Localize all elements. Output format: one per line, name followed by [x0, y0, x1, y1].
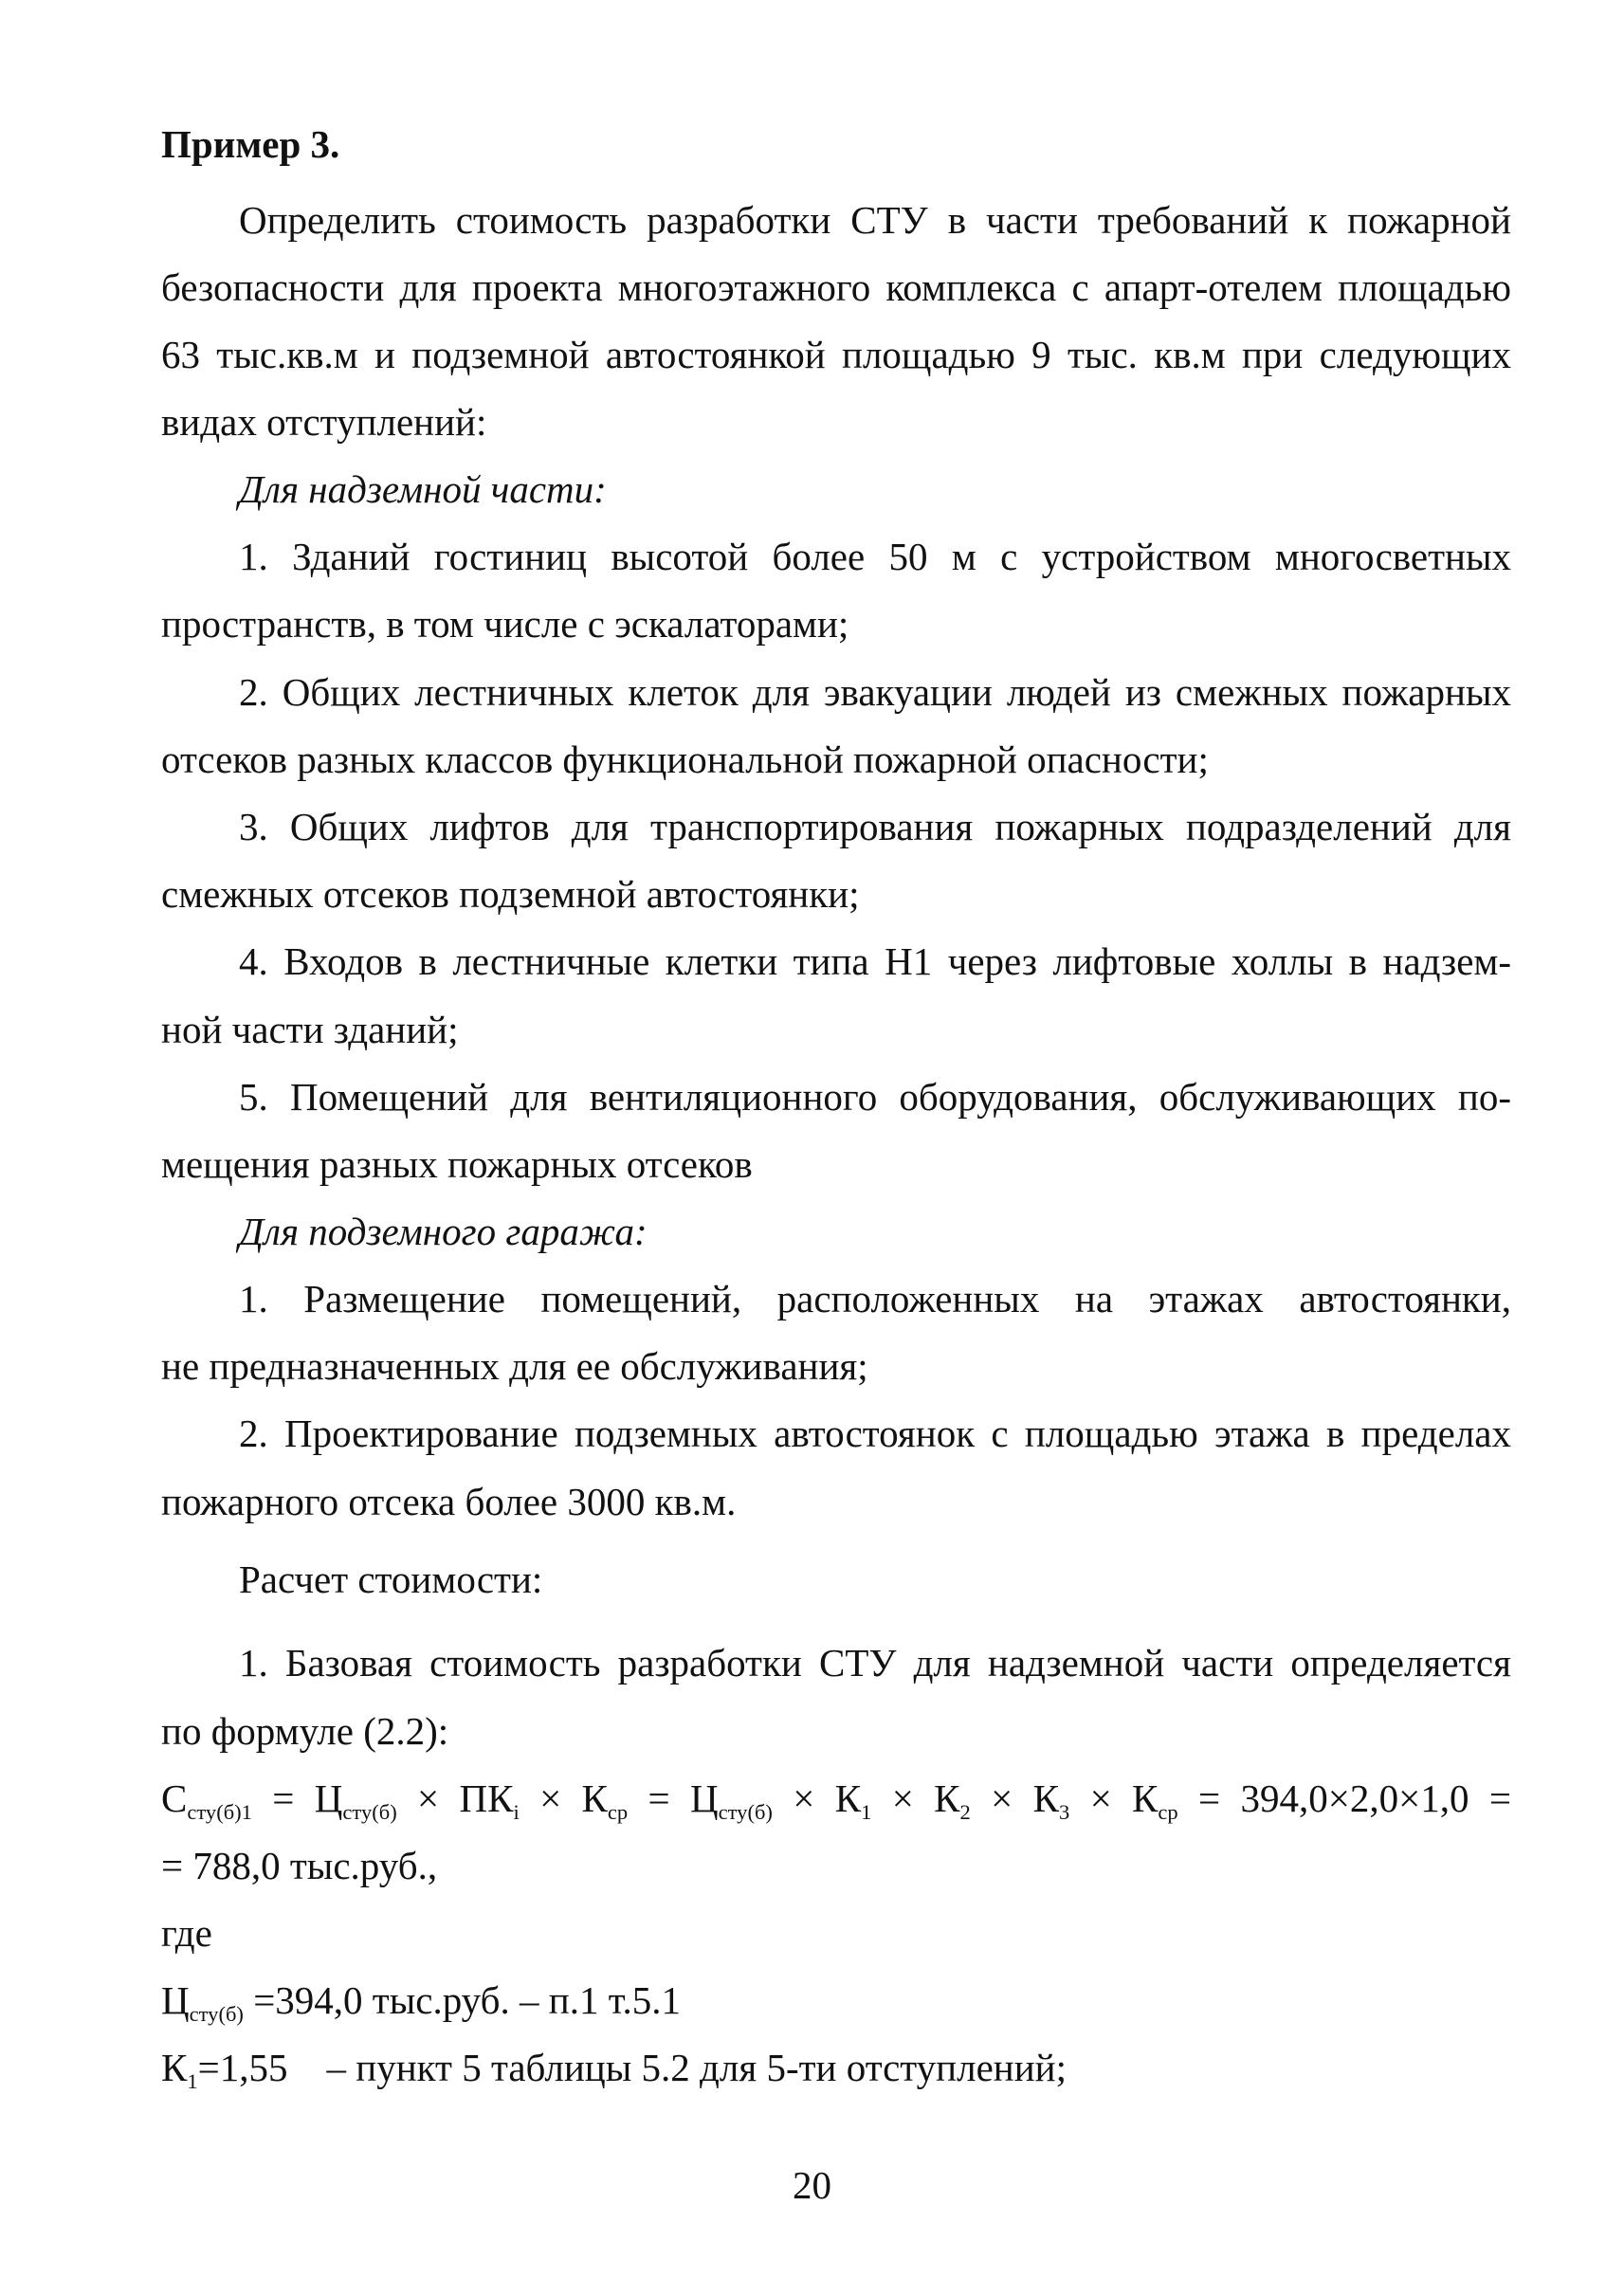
intro-line-4: видах отступлений: — [161, 400, 487, 444]
calc-title: Расчет стоимости: — [239, 1557, 543, 1601]
intro-line-1: Определить стоимость разработки СТУ в части требований к пожарной — [239, 198, 1511, 242]
under-item-1-line-2: не предназначенных для ее обслуживания; — [161, 1344, 868, 1388]
under-item-2-line-1: 2. Проектирование подземных автостоянок с площадью этажа в пределах — [239, 1412, 1511, 1455]
under-item-2-line-2: пожарного отсека более 3000 кв.м. — [161, 1480, 737, 1523]
intro-line-3: 63 тыс.кв.м и подземной автостоянкой площадью 9 тыс. кв.м при следующих — [161, 333, 1511, 376]
above-item-5-line-2: мещения разных пожарных отсеков — [161, 1142, 753, 1186]
page-number: 20 — [793, 2163, 831, 2207]
calc-step1-line-1: 1. Базовая стоимость разработки СТУ для надземной части определяется — [239, 1641, 1511, 1685]
above-item-1-line-1: 1. Зданий гостиниц высотой более 50 м с устройством многосветных — [239, 535, 1511, 578]
underground-title: Для подземного гаража: — [239, 1210, 648, 1253]
above-item-1-line-2: пространств, в том числе с эскалаторами; — [161, 602, 849, 646]
above-item-5-line-1: 5. Помещений для вентиляционного оборудования, обслуживающих по- — [239, 1075, 1511, 1119]
example-heading: Пример 3. — [161, 122, 340, 166]
above-ground-title: Для надземной части: — [239, 467, 607, 511]
above-item-4-line-2: ной части зданий; — [161, 1008, 459, 1051]
under-item-1-line-1: 1. Размещение помещений, расположенных на этажах автостоянки, — [239, 1277, 1511, 1321]
where-label: где — [161, 1911, 212, 1955]
above-item-3-line-2: смежных отсеков подземной автостоянки; — [161, 872, 860, 916]
cost-formula: $С_{сту(б)1} = Ц_{сту(б)} \times ПК_i \times К_{ср} = Ц_{сту(б)} \times К_1 \times К_2 \times К_3 \times К_{ср} = 394,0\times 2,0\times 1,0$ = — [161, 1776, 1511, 1824]
intro-line-2: безопасности для проекта многоэтажного комплекса с апарт-отелем площадью — [161, 265, 1511, 309]
above-item-4-line-1: 4. Входов в лестничные клетки типа Н1 через лифтовые холлы в надзем- — [239, 939, 1511, 983]
definition-base-price: $Ц_{сту(б)} =394,0$ тыс.руб. – п.1 т.5.1 — [161, 1978, 682, 2026]
calc-step1-line-2: по формуле (2.2): — [161, 1709, 449, 1753]
formula-result: = 788,0 тыс.руб., — [161, 1844, 438, 1887]
above-item-3-line-1: 3. Общих лифтов для транспортирования пожарных подразделений для — [239, 805, 1511, 848]
above-item-2-line-2: отсеков разных классов функциональной пожарной опасности; — [161, 738, 1209, 781]
definition-k1: $К_1=1,55$ – пункт 5 таблицы 5.2 для 5-ти отступлений; — [161, 2046, 1067, 2093]
above-item-2-line-1: 2. Общих лестничных клеток для эвакуации людей из смежных пожарных — [239, 670, 1511, 714]
